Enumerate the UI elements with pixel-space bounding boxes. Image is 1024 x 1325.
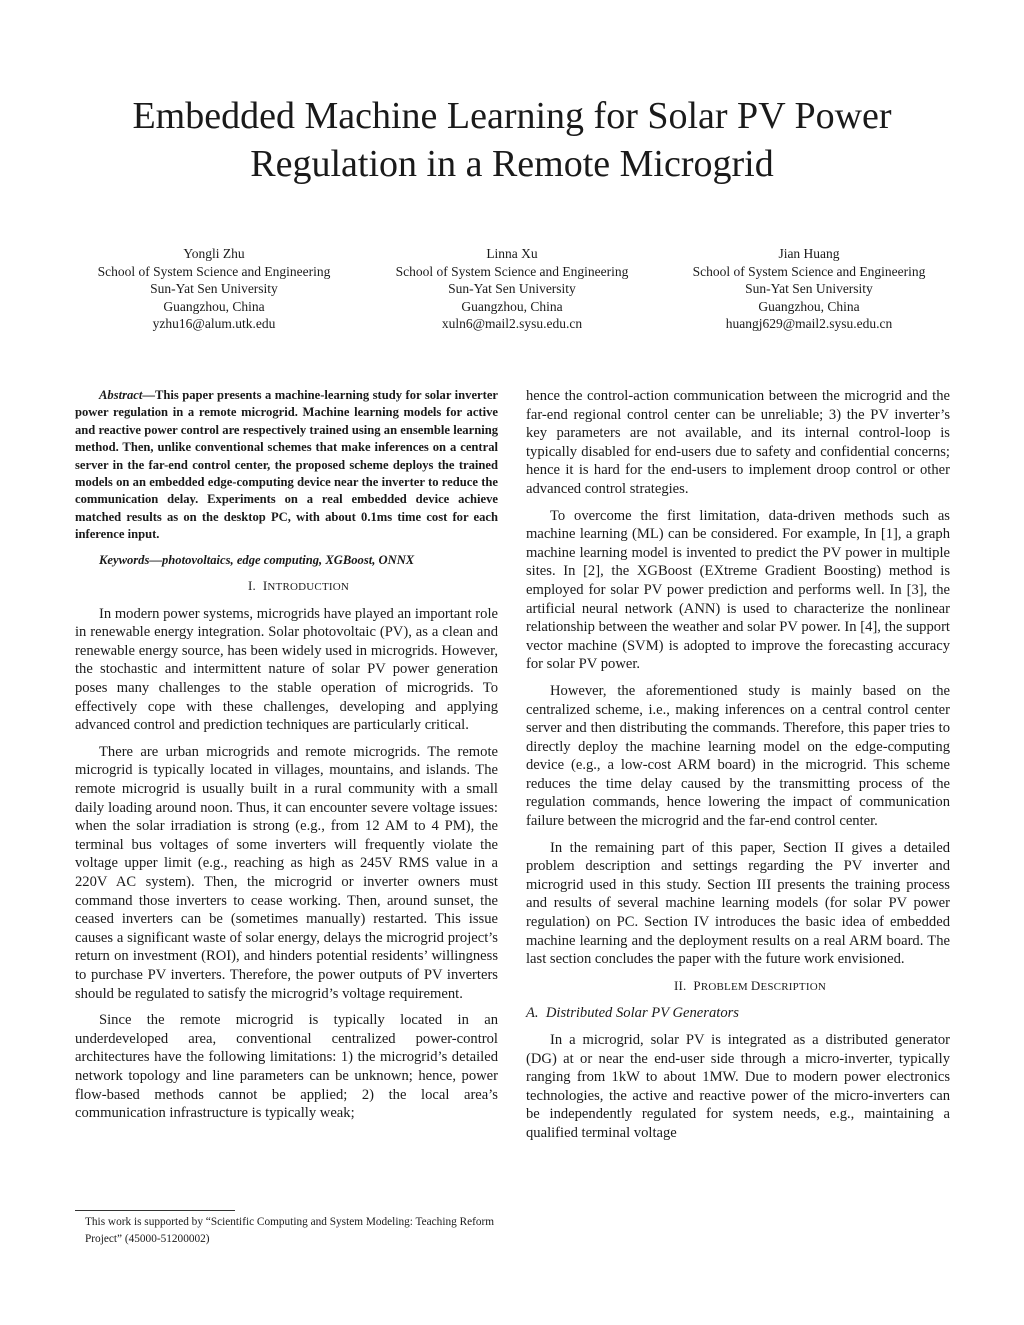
- author-email: huangj629@mail2.sysu.edu.cn: [725, 316, 893, 331]
- title-line-1: Embedded Machine Learning for Solar PV Power: [132, 95, 892, 137]
- author-city: Guangzhou, China: [758, 298, 860, 314]
- paragraph: In modern power systems, microgrids have played an important role in renewable energy integration. Solar photovoltaic (PV), as a clean and renewable energy source, has been widely used in microgrids. However, the stochastic and intermittent nature of solar PV power generation poses many challenges to the stable operation of microgrids. To effectively cope with these challenges, developing and applying advanced control and prediction techniques are particularly critical.: [75, 605, 498, 734]
- paragraph: However, the aforementioned study is mainly based on the centralized scheme, i.e., making inferences on a central control center server and then distributing the commands. Therefore, this paper tries to directly deploy the machine learning model on the edge-computing device (e.g., a low-cost ARM board) in the microgrid. This scheme reduces the time delay caused by the transmitting process of the regulation commands, hence lowering the impact of communication failure between the microgrid and the far-end control center.: [526, 682, 950, 830]
- footnote-divider: [75, 1210, 235, 1211]
- abstract: [75, 387, 498, 544]
- abstract-label: Abstract: [99, 388, 143, 402]
- author-block-1: [64, 245, 364, 333]
- author-univ: Sun-Yat Sen University: [745, 281, 873, 296]
- author-block-2: [362, 245, 662, 333]
- abstract-dash: —: [142, 388, 155, 402]
- author-univ: Sun-Yat Sen University: [448, 281, 576, 296]
- author-univ: Sun-Yat Sen University: [150, 281, 278, 296]
- author-name: Linna Xu: [486, 246, 538, 261]
- author-city: Guangzhou, China: [163, 298, 265, 314]
- footnote: This work is supported by “Scientific Computing and System Modeling: Teaching Reform Project” (45000-51200002): [85, 1216, 495, 1245]
- keywords-text: photovoltaics, edge computing, XGBoost, ONNX: [161, 552, 415, 567]
- paragraph: To overcome the first limitation, data-driven methods such as machine learning (ML) can be considered. For example, In [1], a graph machine learning model is invented to predict the PV power in multiple sites. In [2], the XGBoost (EXtreme Gradient Boosting) method is employed for solar PV power prediction and performs well. In [3], the artificial neural network (ANN) is used to characterize the nonlinear relationship between the weather and solar PV power. In [4], the support vector machine (SVM) is adopted to improve the forecasting accuracy for solar PV power.: [526, 507, 950, 673]
- subsection-heading: A. Distributed Solar PV Generators: [526, 1005, 739, 1022]
- paragraph: In the remaining part of this paper, Section II gives a detailed problem description and settings regarding the PV inverter and microgrid used in this study. Section III presents the training process and results of several machine learning models (for solar PV power regulation) on PC. Section IV introduces the basic idea of embedded machine learning and the deployment results on a real ARM board. The last section concludes the paper with the future work envisioned.: [526, 839, 950, 968]
- paragraph: There are urban microgrids and remote microgrids. The remote microgrid is typically located in villages, mountains, and islands. The remote microgrid is usually built in a rural community with a small daily loading around noon. Thus, it can encounter severe voltage issues: when the solar irradiation is strong (e.g., from 12 AM to 4 PM), the terminal bus voltages of some inverters will frequently violate the voltage upper limit (e.g., reaching as high as 245V RMS value in a 220V AC system). Then, the microgrid or inverter owners must command those inverters to cease working. Then, around sunset, the ceased inverters can be (sometimes manually) restarted. This issue causes a significant waste of solar energy, delays the microgrid project’s return on investment (ROI), and hinders potential residents’ willingness to purchase PV inverters. Therefore, the power outputs of PV inverters should be regulated to satisfy the microgrid’s voltage requirement.: [75, 743, 498, 1002]
- author-city: Guangzhou, China: [461, 298, 563, 314]
- author-block-3: [659, 245, 959, 333]
- author-dept: School of System Science and Engineering: [97, 263, 331, 279]
- abstract-text: This paper presents a machine-learning study for solar inverter power regulation in a remote microgrid. Machine learning models for active and reactive power control are respectively trained using an ensemble learning method. Then, unlike conventional schemes that make inferences on a central server in the far-end control center, the proposed scheme deploys the trained models on an embedded edge-computing device near the inverter to reduce the communication delay. Experiments on a real embedded device achieve matched results as on the desktop PC, with about 0.1ms time cost for each inference input.: [75, 388, 498, 542]
- paper-title: [60, 92, 964, 188]
- title-line-2: Regulation in a Remote Microgrid: [250, 143, 774, 185]
- author-dept: School of System Science and Engineering: [395, 263, 629, 279]
- author-email: xuln6@mail2.sysu.edu.cn: [441, 316, 583, 331]
- keywords: [75, 552, 498, 569]
- author-email: yzhu16@alum.utk.edu: [152, 316, 276, 331]
- author-name: Jian Huang: [778, 246, 840, 261]
- left-column: [75, 387, 498, 1131]
- author-name: Yongli Zhu: [183, 246, 245, 261]
- paragraph: In a microgrid, solar PV is integrated as a distributed generator (DG) at or near the end-user side through a micro-inverter, typically ranging from 1kW to about 1MW. Due to modern power electronics technologies, the active and reactive power of the micro-inverters can be independently regulated for system needs, e.g., maintaining a qualified terminal voltage: [526, 1032, 950, 1141]
- author-dept: School of System Science and Engineering: [692, 263, 926, 279]
- paragraph: Since the remote microgrid is typically located in an underdeveloped area, conventional centralized power-control architectures have the following limitations: 1) the microgrid’s detailed network topology and line parameters can be unknown; hence, power flow-based methods cannot be applied; 2) the local area’s communication infrastructure is typically weak;: [75, 1012, 498, 1122]
- keywords-label: Keywords—: [99, 552, 162, 567]
- right-column: [526, 387, 950, 1151]
- section-heading-problem-description: II. PROBLEM DESCRIPTION: [673, 977, 826, 993]
- paragraph: hence the control-action communication between the microgrid and the far-end regional control center can be unreliable; 3) the PV inverter’s key parameters are not available, and its internal control-loop is typically disabled for end-users due to safety and confidential concerns; hence it is hard for the end-users to implement droop control or other advanced control strategies.: [526, 388, 950, 497]
- section-heading-introduction: I. INTRODUCTION: [247, 578, 350, 594]
